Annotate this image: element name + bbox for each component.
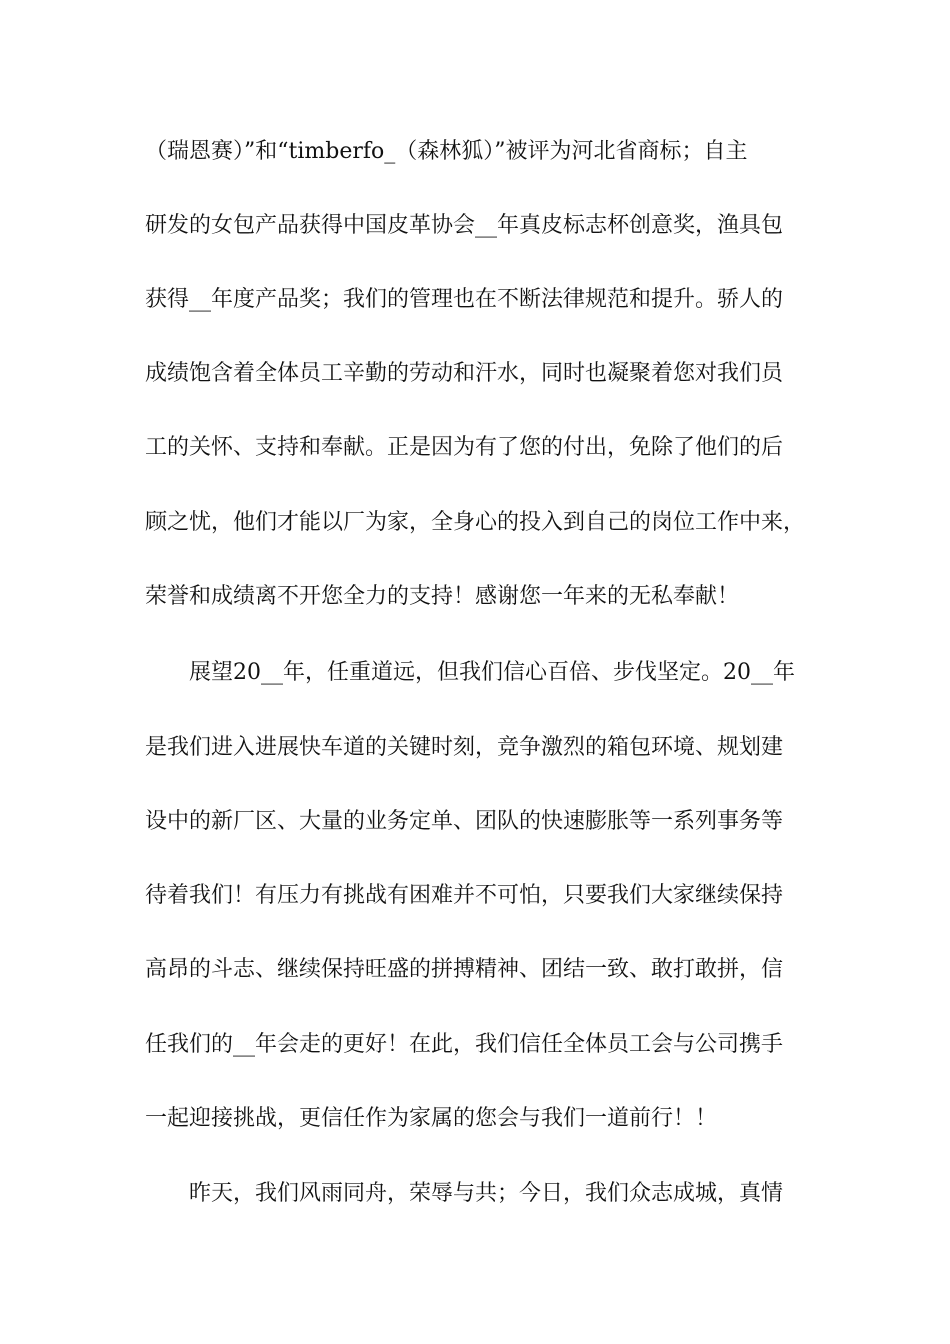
text-line: 研发的女包产品获得中国皮革协会__年真皮标志杯创意奖，渔具包 (145, 213, 784, 238)
text-line: 荣誉和成绩离不开您全力的支持！感谢您一年来的无私奉献！ (145, 584, 740, 609)
paragraph-first-line: 展望20__年，任重道远，但我们信心百倍、步伐坚定。20__年 (189, 660, 795, 685)
text-line: （瑞恩赛）”和“timberfo_（森林狐）”被评为河北省商标；自主 (145, 139, 748, 164)
text-line: 工的关怀、支持和奉献。正是因为有了您的付出，免除了他们的后 (145, 435, 784, 460)
text-line: 设中的新厂区、大量的业务定单、团队的快速膨胀等一系列事务等 (145, 809, 784, 834)
text-line: 获得__年度产品奖；我们的管理也在不断法律规范和提升。骄人的 (145, 287, 784, 312)
text-line: 待着我们！有压力有挑战有困难并不可怕，只要我们大家继续保持 (145, 883, 784, 908)
text-line: 成绩饱含着全体员工辛勤的劳动和汗水，同时也凝聚着您对我们员 (145, 361, 784, 386)
paragraph-first-line: 昨天，我们风雨同舟，荣辱与共；今日，我们众志成城，真情 (189, 1181, 784, 1206)
text-line: 一起迎接挑战，更信任作为家属的您会与我们一道前行！！ (145, 1106, 718, 1131)
text-line: 任我们的__年会走的更好！在此，我们信任全体员工会与公司携手 (145, 1032, 784, 1057)
text-line: 高昂的斗志、继续保持旺盛的拼搏精神、团结一致、敢打敢拼，信 (145, 957, 784, 982)
text-line: 顾之忧，他们才能以厂为家，全身心的投入到自己的岗位工作中来， (145, 510, 806, 535)
text-line: 是我们进入进展快车道的关键时刻，竞争激烈的箱包环境、规划建 (145, 735, 784, 760)
